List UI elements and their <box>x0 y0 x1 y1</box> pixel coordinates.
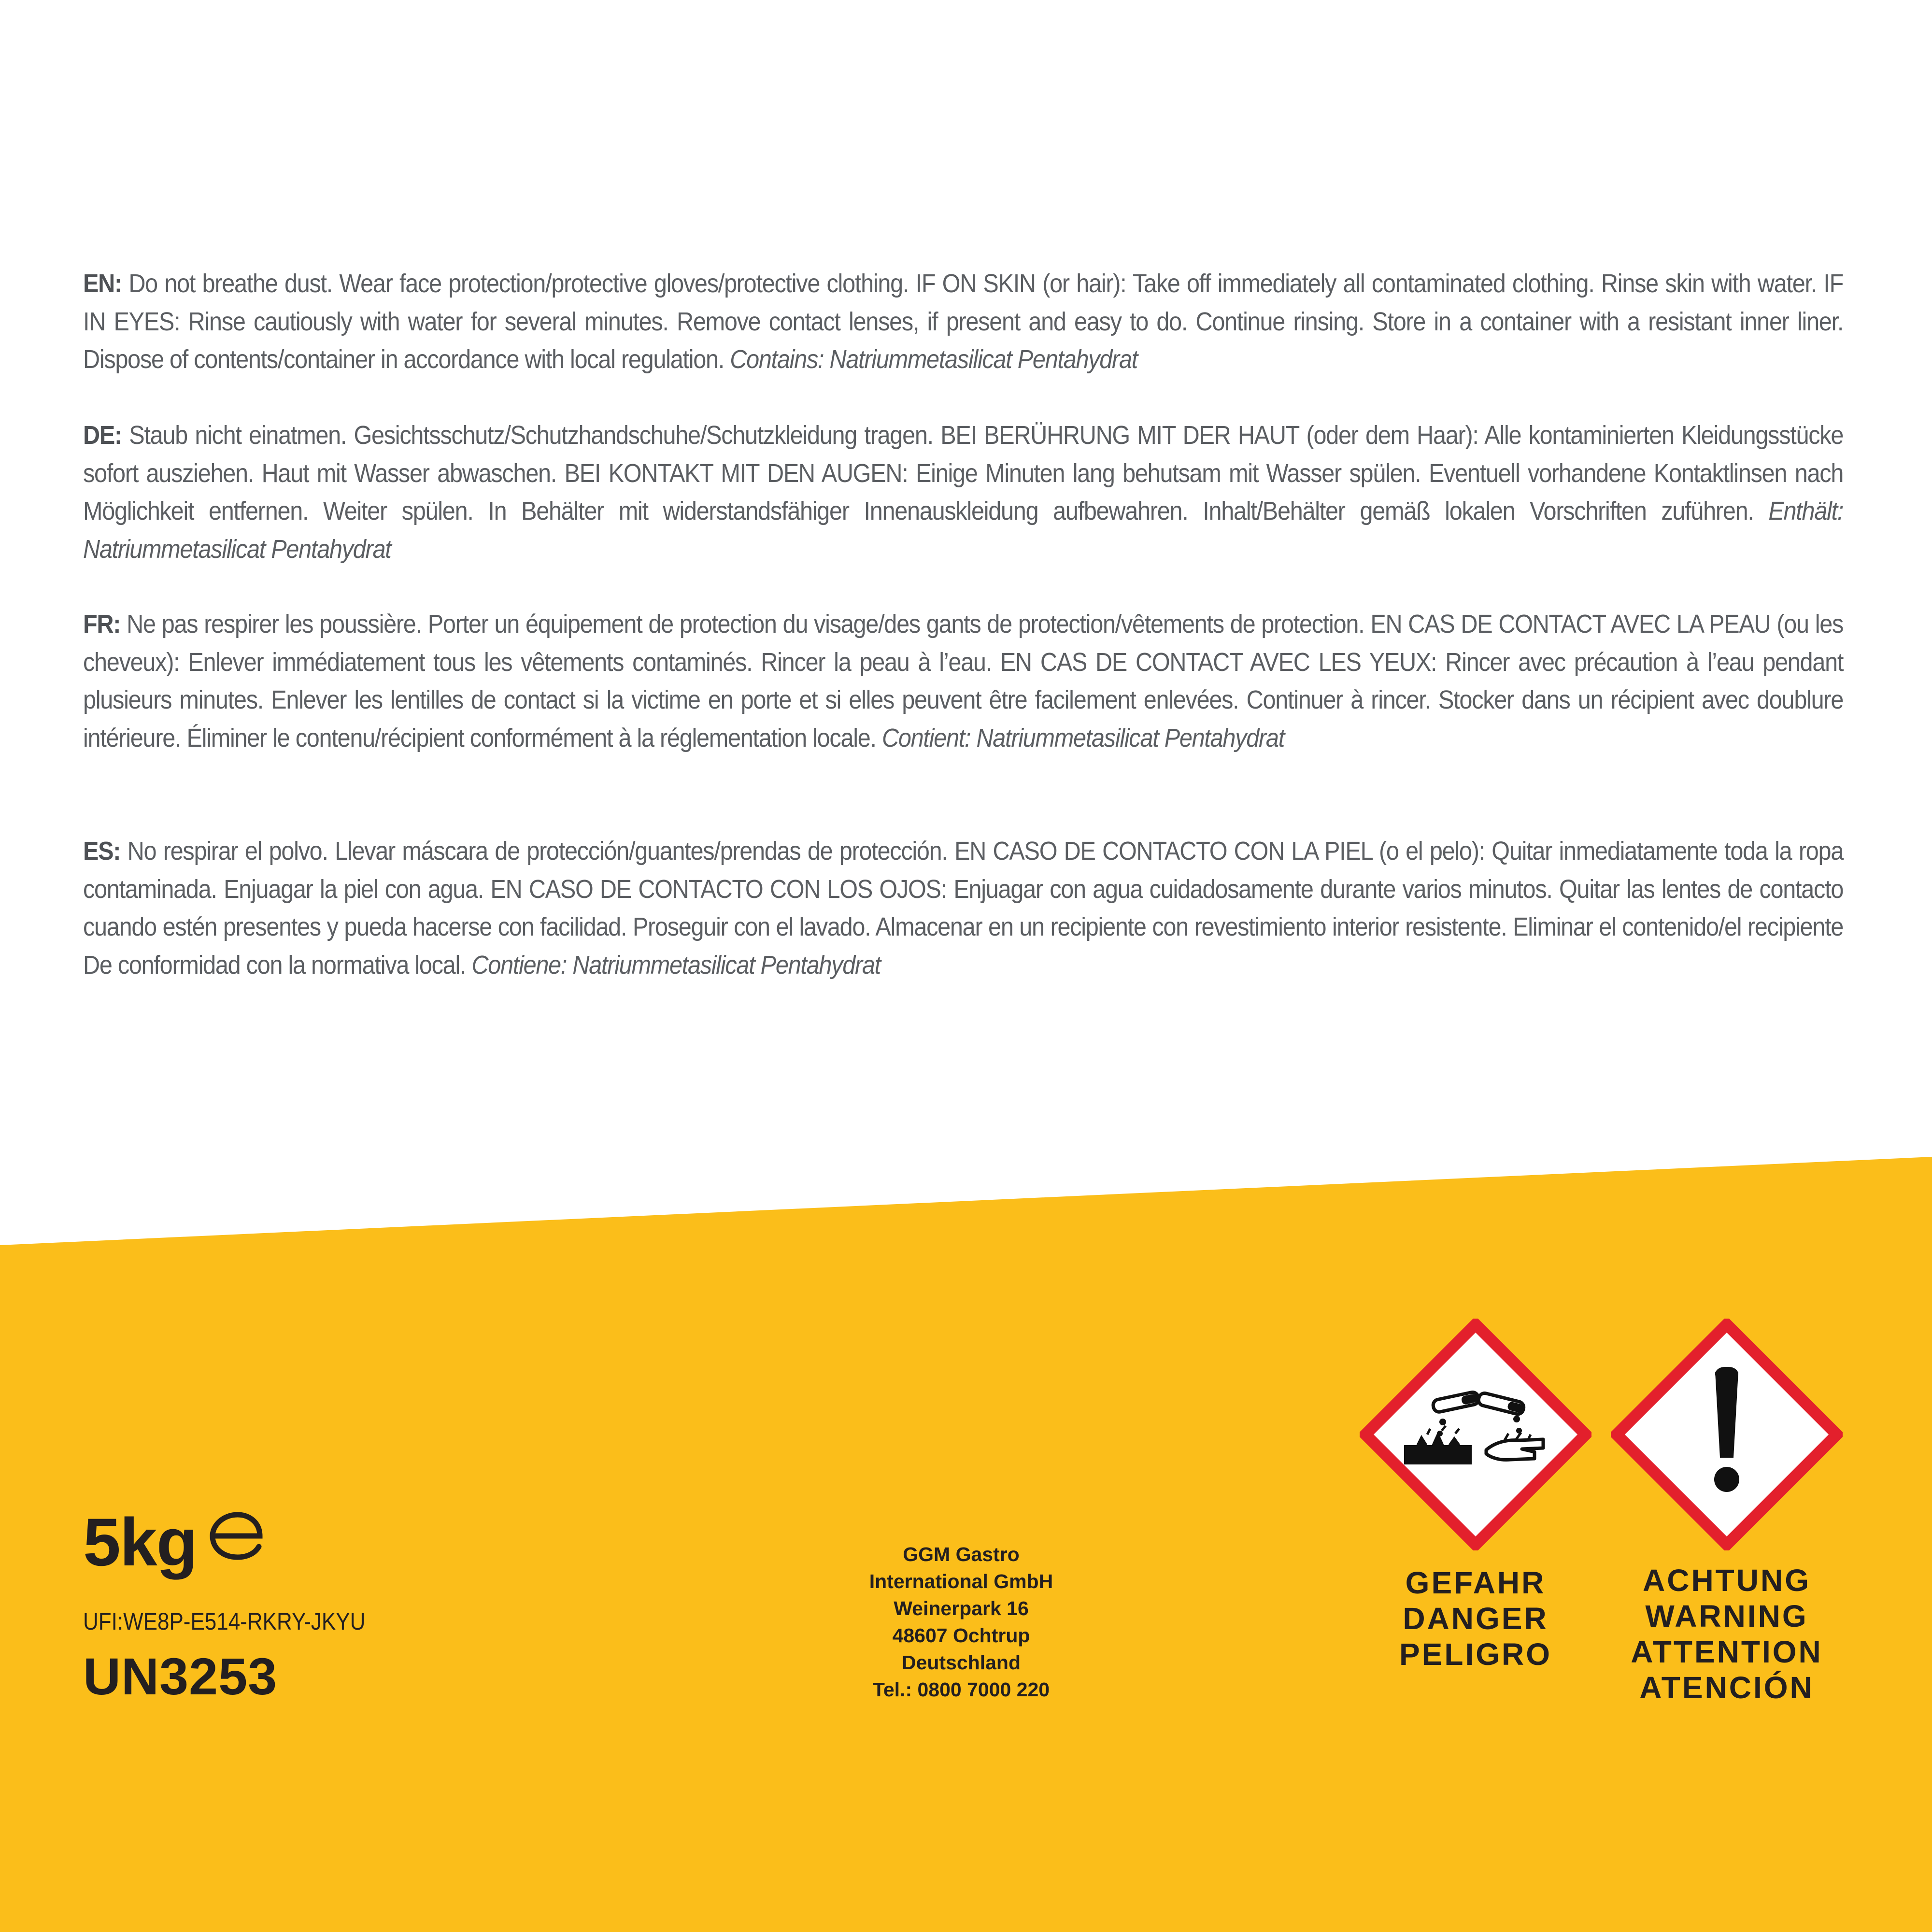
contains-en: Contains: Natriummetasilicat Pentahydrat <box>730 345 1137 374</box>
instructions-fr <box>83 605 1843 757</box>
lang-code-fr: FR: <box>83 610 121 639</box>
un-number: UN3253 <box>83 1647 278 1705</box>
ghs07-exclamation-icon <box>1611 1319 1843 1550</box>
estimated-sign-icon <box>203 1506 270 1564</box>
ghs05-corrosion-icon <box>1360 1319 1591 1550</box>
address-line: 48607 Ochtrup <box>892 1624 1030 1647</box>
signal-word: GEFAHR <box>1405 1565 1546 1600</box>
signal-word: WARNING <box>1645 1599 1808 1634</box>
lang-code-de: DE: <box>83 421 122 450</box>
address-line: GGM Gastro <box>903 1543 1020 1565</box>
signal-words-danger <box>1355 1565 1596 1672</box>
instructions-text-fr: Ne pas respirer les poussière. Porter un équipement de protection du visage/des gants de protection/vêtements de protection. EN CAS DE CONTACT AVEC LA PEAU (ou les cheveux): Enlever immédiatement tous les vêtements contaminés. Rincer la peau à l’eau. EN CAS DE CONTACT AVEC LES YEUX: Rincer avec précaution à l’eau pendant plusieurs minutes. Enlever les lentilles de contact si la victime en porte et si elles peuvent être facilement enlevées. Continuer à rincer. Stocker dans un récipient avec doublure intérieure. Éliminer le contenu/récipient conformément à la réglementation locale. <box>83 610 1844 753</box>
net-quantity: 5kg <box>83 1504 197 1580</box>
instructions-text-de: Staub nicht einatmen. Gesichtsschutz/Schutzhandschuhe/Schutzkleidung tragen. BEI BERÜHRUNG MIT DER HAUT (oder dem Haar): Alle kontaminierten Kleidungsstücke sofort ausziehen. Haut mit Wasser abwaschen. BEI KONTAKT MIT DEN AUGEN: Einige Minuten lang behutsam mit Wasser spülen. Eventuell vorhandene Kontaktlinsen nach Möglichkeit entfernen. Weiter spülen. In Behälter mit widerstandsfähiger Innenauskleidung aufbewahren. Inhalt/Behälter gemäß lokalen Vorschriften zuführen. <box>83 421 1844 526</box>
signal-word: DANGER <box>1403 1601 1548 1636</box>
signal-word: ACHTUNG <box>1643 1563 1811 1598</box>
signal-words-warning <box>1594 1563 1860 1705</box>
address-phone: Tel.: 0800 7000 220 <box>872 1678 1050 1701</box>
address-line: International GmbH <box>869 1570 1053 1592</box>
contains-es: Contiene: Natriummetasilicat Pentahydrat <box>471 950 881 980</box>
address-line: Deutschland <box>901 1651 1021 1674</box>
contains-fr: Contient: Natriummetasilicat Pentahydrat <box>882 723 1284 753</box>
signal-word: ATTENTION <box>1631 1634 1823 1669</box>
manufacturer-address <box>816 1541 1106 1703</box>
signal-word: PELIGRO <box>1399 1637 1552 1672</box>
instructions-es <box>83 832 1843 984</box>
address-line: Weinerpark 16 <box>894 1597 1029 1619</box>
instructions-de <box>83 416 1843 568</box>
ufi-code: UFI:WE8P-E514-RKRY-JKYU <box>83 1608 366 1635</box>
contains-de: Enthält: Natriummetasilicat Pentahydrat <box>83 497 1844 564</box>
lang-code-en: EN: <box>83 269 122 298</box>
instructions-text-en: Do not breathe dust. Wear face protection/protective gloves/protective clothing. IF ON SKIN (or hair): Take off immediately all contaminated clothing. Rinse skin with water. IF IN EYES: Rinse cautiously with water for several minutes. Remove contact lenses, if present and easy to do. Continue rinsing. Store in a container with a resistant inner liner. Dispose of contents/container in accordance with local regulation. <box>83 269 1844 374</box>
signal-word: ATENCIÓN <box>1639 1670 1814 1705</box>
lang-code-es: ES: <box>83 837 121 866</box>
instructions-text-es: No respirar el polvo. Llevar máscara de protección/guantes/prendas de protección. EN CASO DE CONTACTO CON LA PIEL (o el pelo): Quitar inmediatamente toda la ropa contaminada. Enjuagar la piel con agua. EN CASO DE CONTACTO CON LOS OJOS: Enjuagar con agua cuidadosamente durante varios minutos. Quitar las lentes de contacto cuando estén presentes y pueda hacerse con facilidad. Proseguir con el lavado. Almacenar en un recipiente con revestimiento interior resistente. Eliminar el contenido/el recipiente De conformidad con la normativa local. <box>83 837 1844 980</box>
instructions-en <box>83 265 1843 379</box>
